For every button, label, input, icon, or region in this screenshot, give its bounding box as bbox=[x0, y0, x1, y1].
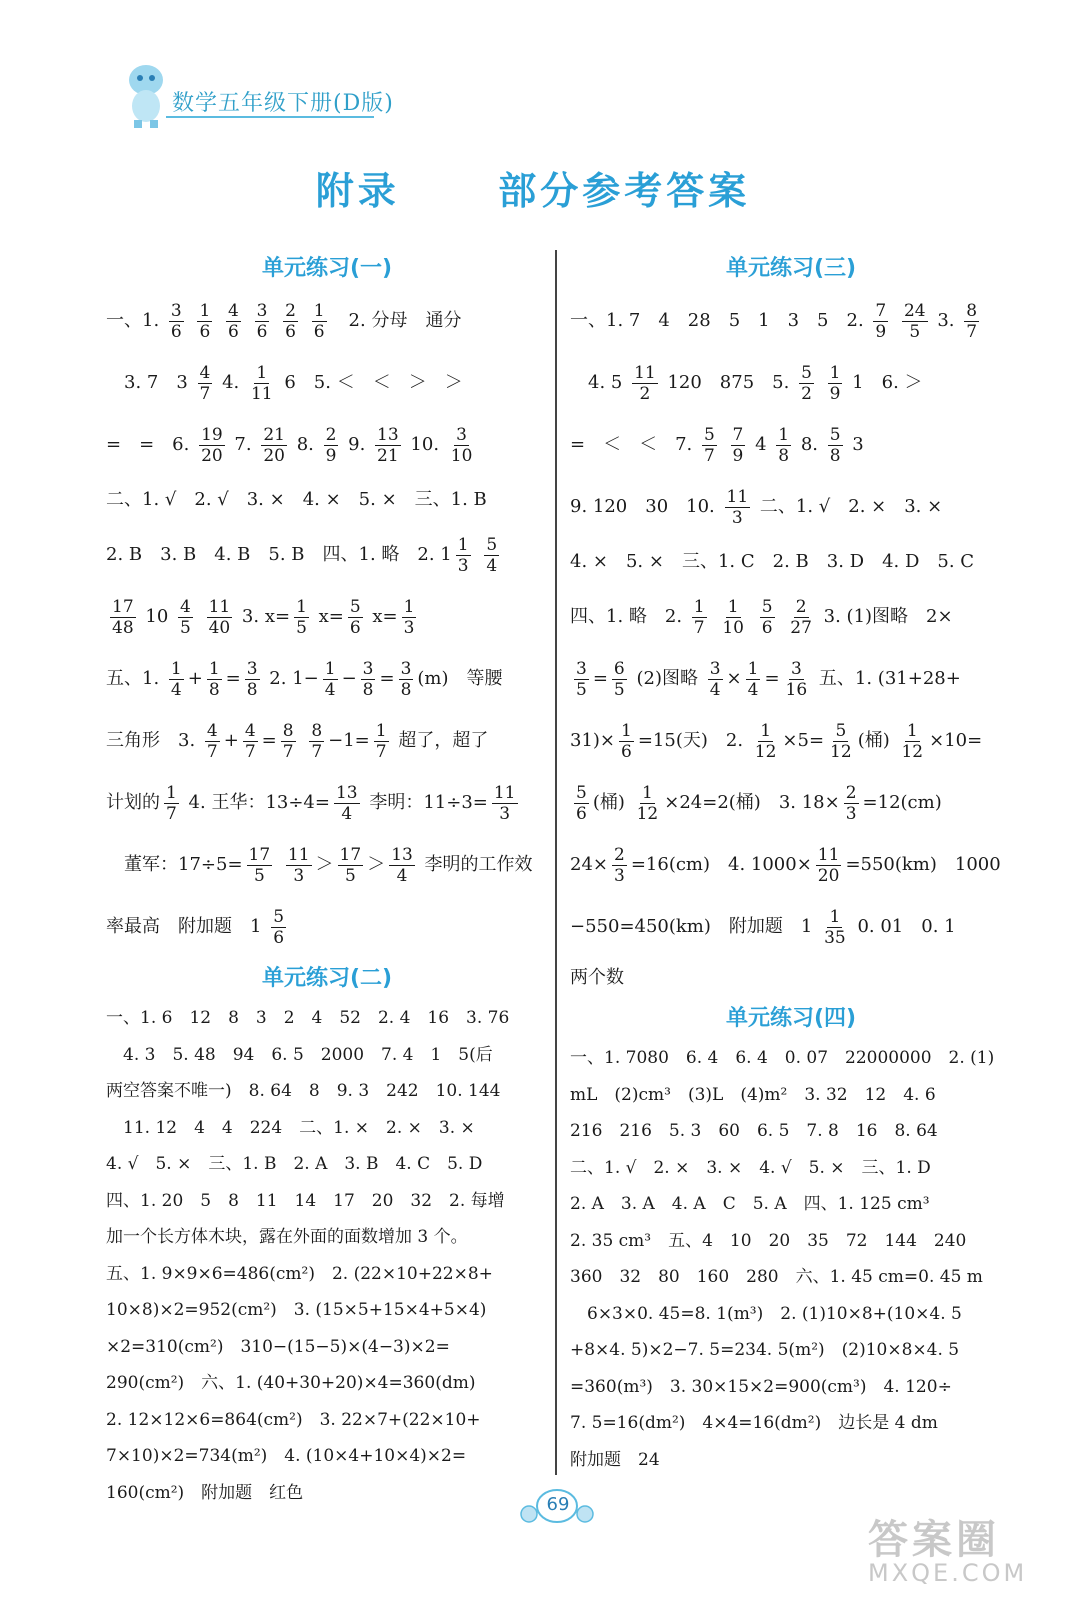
section-title-unit-2: 单元练习(二) bbox=[261, 966, 393, 991]
unit-2-answers bbox=[106, 1000, 548, 1511]
watermark-logo: 答案圈 bbox=[868, 1517, 1000, 1563]
unit-4-answers bbox=[570, 1040, 1012, 1478]
answer-line: mL (2)cm³ (3)L (4)m² 3. 32 12 4. 6 bbox=[570, 1084, 936, 1105]
answer-line: 7. 5=16(dm²) 4×4=16(dm²) 边长是 4 dm bbox=[570, 1413, 938, 1433]
watermark bbox=[868, 1508, 1058, 1587]
answer-line: 四、1. 20 5 8 11 14 17 20 32 2. 每增 bbox=[106, 1190, 505, 1211]
right-column bbox=[570, 248, 1012, 1478]
answer-line: 4. √ 5. × 三、1. B 2. A 3. B 4. C 5. D bbox=[106, 1154, 483, 1174]
answer-line: 两空答案不唯一) 8. 64 8 9. 3 242 10. 144 bbox=[106, 1081, 501, 1101]
answer-line: 7×10)×2=734(m²) 4. (10×4+10×4)×2= bbox=[106, 1446, 467, 1466]
watermark-url: MXQE.COM bbox=[868, 1559, 1028, 1587]
answer-line: 二、1. √ 2. × 3. × 4. √ 5. × 三、1. D bbox=[570, 1157, 931, 1178]
answer-line: 360 32 80 160 280 六、1. 45 cm=0. 45 m bbox=[570, 1267, 983, 1287]
book-title: 数学五年级下册(D版) bbox=[172, 91, 394, 116]
answer-line: ×2=310(cm²) 310−(15−5)×(4−3)×2= bbox=[106, 1336, 450, 1357]
mascot-logo bbox=[122, 58, 170, 130]
answer-line: 290(cm²) 六、1. (40+30+20)×4=360(dm) bbox=[106, 1373, 476, 1393]
unit-1-answers: 一、1. $\frac{3}{6}$ $\frac{1}{6}$ $\frac{4}{6}$ $\frac{3}{6}$ $\frac{2}{6}$ $\frac{1}{6}$ 2. 分母 通分 3. 7 3 $\frac{4}{7}$ 4. $\frac{1}{11}$ 6 5. ＜ ＜ ＞ ＞ = = 6. $\frac{19}{20}$ 7. $\frac{21}{20}$ 8. $\frac{2}{9}$ 9. $\frac{13}{21}$ 10. $\frac{3}{10}$ 二、1. √ 2. √ 3. × 4. × 5. × 三、1. B 2. B 3. B 4. B 5. B 四、1. 略 2. 1 $\frac{1}{3}$ $\frac{5}{4}$ $\frac{17}{48}$ 10 $\frac{4}{5}$ $\frac{11}{40}$ 3. x= $\frac{1}{5}$ x= $\frac{5}{6}$ x= $\frac{1}{3}$ 五、1. $\frac{1}{4}$ + $\frac{1}{8}$ = $\frac{3}{8}$ 2. 1− $\frac{1}{4}$ − $\frac{3}{8}$ = $\frac{3}{8}$ (m) 等腰 三角形 3. $\frac{4}{7}$ + $\frac{4}{7}$ = $\frac{8}{7}$ $\frac{8}{7}$ −1= $\frac{1}{7}$ 超了，超了 计划的 $\frac{1}{7}$ 4. 王华：13÷4= $\frac{13}{4}$ 李明：11÷3= $\frac{11}{3}$ 董军：17÷5= $\frac{17}{5}$ $\frac{11}{3}$ ＞ $\frac{17}{5}$ ＞ $\frac{13}{4}$ 李明的工作效 率最高 附加题 1 $\frac{5}{6}$ bbox=[106, 300, 533, 948]
answer-line: 2. A 3. A 4. A C 5. A 四、1. 125 cm³ bbox=[570, 1194, 930, 1214]
column-divider bbox=[555, 250, 557, 1475]
answer-line: 附加题 24 bbox=[570, 1449, 660, 1470]
left-column bbox=[106, 248, 548, 1511]
answer-line: 五、1. 9×9×6=486(cm²) 2. (22×10+22×8+ bbox=[106, 1263, 493, 1284]
page-number: 69 bbox=[546, 1494, 570, 1515]
answer-line: 11. 12 4 4 224 二、1. × 2. × 3. × bbox=[106, 1117, 475, 1138]
page-title bbox=[0, 160, 1066, 215]
answer-line: 10×8)×2=952(cm²) 3. (15×5+15×4+5×4) bbox=[106, 1300, 487, 1320]
answer-line: 160(cm²) 附加题 红色 bbox=[106, 1482, 304, 1503]
answer-line: 2. 35 cm³ 五、4 10 20 35 72 144 240 bbox=[570, 1230, 967, 1251]
answer-line: 6×3×0. 45=8. 1(m³) 2. (1)10×8+(10×4. 5 bbox=[570, 1303, 962, 1324]
answer-line: 一、1. 7080 6. 4 6. 4 0. 07 22000000 2. (1) bbox=[570, 1048, 995, 1068]
answer-line: =360(m³) 3. 30×15×2=900(cm³) 4. 120÷ bbox=[570, 1376, 952, 1397]
answer-line: 4. 3 5. 48 94 6. 5 2000 7. 4 1 5(后 bbox=[106, 1044, 493, 1065]
page-title-answers: 部分参考答案 bbox=[498, 169, 751, 213]
section-title-unit-3: 单元练习(三) bbox=[725, 256, 857, 281]
header-underline bbox=[166, 116, 374, 118]
answer-line: 一、1. 6 12 8 3 2 4 52 2. 4 16 3. 76 bbox=[106, 1008, 510, 1028]
answer-line: 216 216 5. 3 60 6. 5 7. 8 16 8. 64 bbox=[570, 1121, 938, 1141]
answer-line: +8×4. 5)×2−7. 5=234. 5(m²) (2)10×8×4. 5 bbox=[570, 1340, 960, 1360]
answer-line: 加一个长方体木块，露在外面的面数增加 3 个。 bbox=[106, 1227, 468, 1247]
answer-line: 2. 12×12×6=864(cm²) 3. 22×7+(22×10+ bbox=[106, 1409, 481, 1430]
unit-3-answers: 一、1. 7 4 28 5 1 3 5 2. $\frac{7}{9}$ $\frac{24}{5}$ 3. $\frac{8}{7}$ 4. 5 $\frac{11}{2}$ 120 875 5. $\frac{5}{2}$ $\frac{1}{9}$ 1 6. ＞ = ＜ ＜ 7. $\frac{5}{7}$ $\frac{7}{9}$ 4 $\frac{1}{8}$ 8. $\frac{5}{8}$ 3 9. 120 30 10. $\frac{11}{3}$ 二、1. √ 2. × 3. × 4. × 5. × 三、1. C 2. B 3. D 4. D 5. C 四、1. 略 2. $\frac{1}{7}$ $\frac{1}{10}$ $\frac{5}{6}$ $\frac{2}{27}$ 3. (1)图略 2× $\frac{3}{5}$ = $\frac{6}{5}$ (2)图略 $\frac{3}{4}$ × $\frac{1}{4}$ = $\frac{3}{16}$ 五、1. (31+28+ 31)× $\frac{1}{6}$ =15(天) 2. $\frac{1}{12}$ ×5= $\frac{5}{12}$ (桶) $\frac{1}{12}$ ×10= $\frac{5}{6}$ (桶) $\frac{1}{12}$ ×24=2(桶) 3. 18× $\frac{2}{3}$ =12(cm) 24× $\frac{2}{3}$ =16(cm) 4. 1000× $\frac{11}{20}$ =550(km) 1000 −550=450(km) 附加题 1 $\frac{1}{35}$ 0. 01 0. 1 两个数 bbox=[570, 300, 1001, 988]
page-title-appendix: 附录 bbox=[315, 169, 400, 213]
section-title-unit-1: 单元练习(一) bbox=[261, 256, 393, 281]
section-title-unit-4: 单元练习(四) bbox=[725, 1006, 857, 1031]
